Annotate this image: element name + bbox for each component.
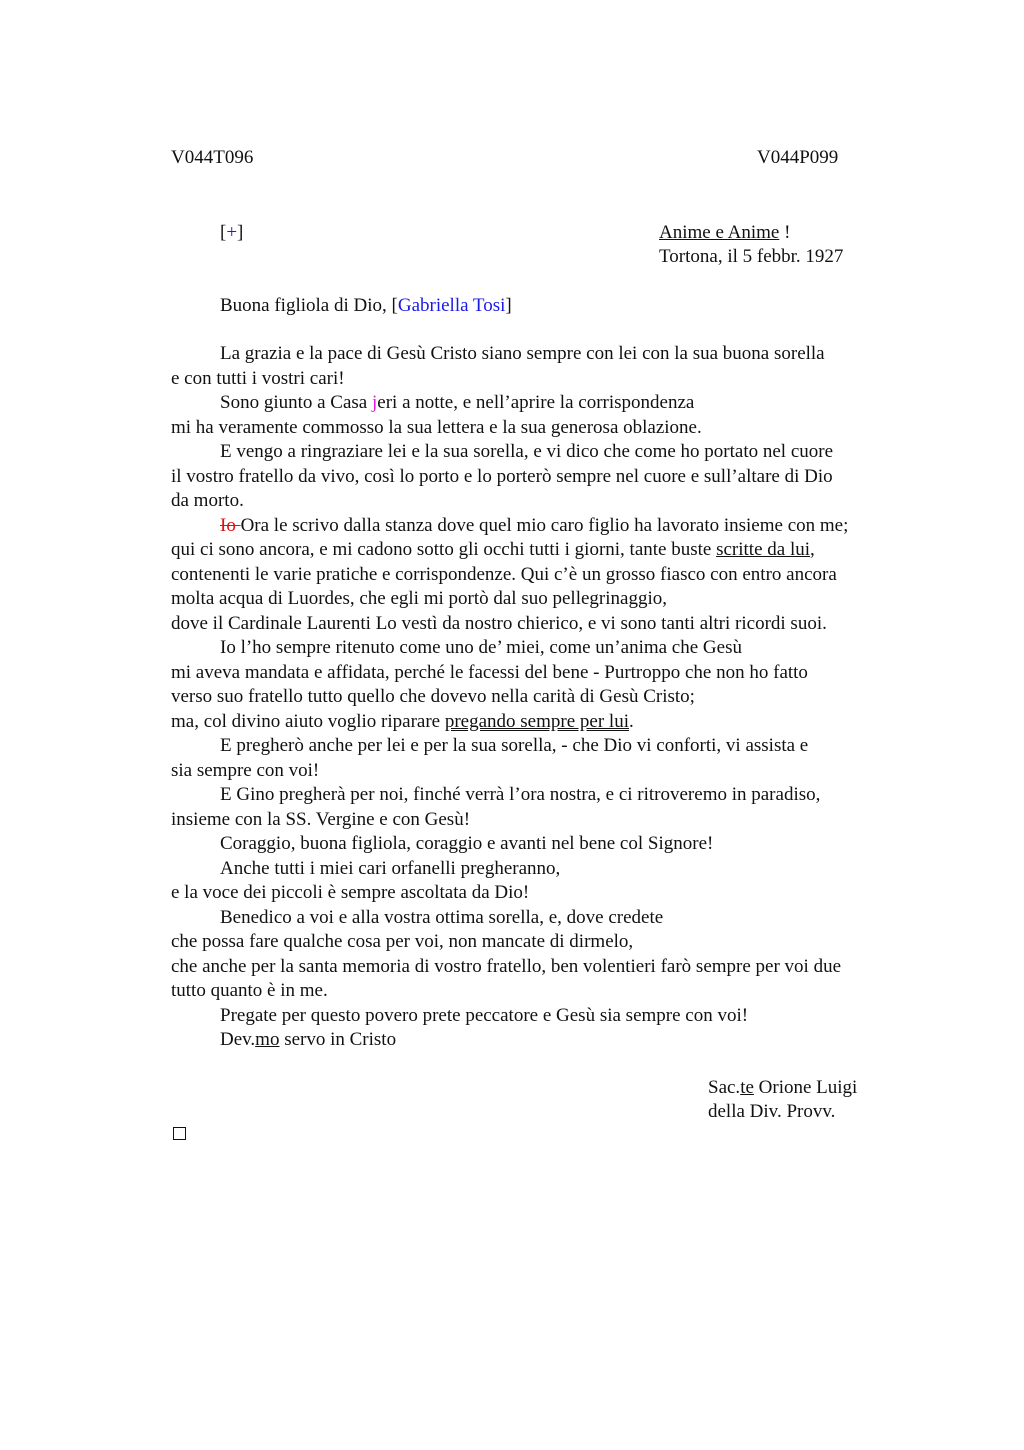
underlined-phrase: scritte da lui <box>716 539 811 560</box>
text-span: Sono giunto a Casa <box>220 392 372 413</box>
signature-title: della Div. Provv. <box>708 1101 836 1122</box>
body-line <box>220 514 848 539</box>
deleted-word: Io <box>220 514 241 536</box>
document-code-right: V044P099 <box>757 147 839 168</box>
motto-suffix: ! <box>779 222 791 243</box>
motto-text: Anime e Anime <box>659 222 780 243</box>
body-line <box>220 391 694 416</box>
body-line: dove il Cardinale Laurenti Lo vestì da nostro chierico, e vi sono tanti altri ricordi suoi. <box>171 612 827 634</box>
double-underlined-phrase: pregando sempre per lui <box>444 710 629 732</box>
body-line: E vengo a ringraziare lei e la sua sorella, e vi dico che come ho portato nel cuore <box>220 441 834 462</box>
cross-symbol: + <box>226 222 238 243</box>
letter-body <box>171 342 911 1052</box>
recipient-name: Gabriella Tosi <box>397 295 506 316</box>
body-line: Io l’ho sempre ritenuto come uno de’ miei, come un’anima che Gesù <box>220 637 742 658</box>
body-line: sia sempre con voi! <box>171 759 320 781</box>
body-line: E pregherò anche per lei e per la sua sorella, - che Dio vi conforti, vi assista e <box>220 735 809 756</box>
motto <box>659 221 790 246</box>
text-span: Ora le scrivo dalla stanza dove quel mio caro figlio ha lavorato insieme con me; <box>240 514 849 536</box>
body-line: verso suo fratello tutto quello che dovevo nella carità di Gesù Cristo; <box>171 686 695 707</box>
body-line <box>171 710 634 735</box>
bracket-close: ] <box>237 222 244 243</box>
body-line: che anche per la santa memoria di vostro fratello, ben volentieri farò sempre per voi due <box>171 955 842 977</box>
body-line: molta acqua di Luordes, che egli mi portò dal suo pellegrinaggio, <box>171 588 667 609</box>
body-line: Benedico a voi e alla vostra ottima sorella, e, dove credete <box>220 906 664 928</box>
body-line: Anche tutti i miei cari orfanelli pregheranno, <box>220 857 561 879</box>
body-line: insieme con la SS. Vergine e con Gesù! <box>171 808 471 830</box>
body-line: E Gino pregherà per noi, finché verrà l’ora nostra, e ci ritroveremo in paradiso, <box>220 784 821 805</box>
body-line: il vostro fratello da vivo, così lo porto e lo porterò sempre nel cuore e sull’altare di Dio <box>171 465 833 487</box>
text-span: Orione Luigi <box>753 1077 858 1098</box>
body-line: contenenti le varie pratiche e corrispondenze. Qui c’è un grosso fiasco con entro ancora <box>171 563 837 585</box>
text-span: Sac. <box>708 1077 741 1098</box>
closing-line <box>220 1028 396 1053</box>
body-line: da morto. <box>171 490 244 511</box>
salutation-close: ] <box>505 295 512 316</box>
body-line: mi aveva mandata e affidata, perché le facessi del bene - Purtroppo che non ho fatto <box>171 661 808 683</box>
text-span: qui ci sono ancora, e mi cadono sotto gli occhi tutti i giorni, tante buste <box>171 539 717 560</box>
body-line: Pregate per questo povero prete peccatore e Gesù sia sempre con voi! <box>220 1004 749 1026</box>
body-line <box>171 538 815 563</box>
text-span: Dev. <box>220 1029 256 1050</box>
body-line: e la voce dei piccoli è sempre ascoltata da Dio! <box>171 882 530 903</box>
text-span: eri a notte, e nell’aprire la corrispondenza <box>377 392 695 413</box>
text-span: , <box>810 539 815 560</box>
body-line: e con tutti i vostri cari! <box>171 367 345 389</box>
document-code-left: V044T096 <box>171 147 254 168</box>
body-line: La grazia e la pace di Gesù Cristo siano sempre con lei con la sua buona sorella <box>220 343 825 364</box>
text-span: . <box>628 710 634 732</box>
salutation <box>220 294 512 319</box>
body-line: mi ha veramente commosso la sua lettera e la sua generosa oblazione. <box>171 416 702 438</box>
text-span: servo in Cristo <box>279 1029 397 1050</box>
body-line: tutto quanto è in me. <box>171 980 328 1001</box>
bracket-open: [ <box>220 222 227 243</box>
cross-mark <box>220 221 243 246</box>
superscript-abbrev: te <box>740 1077 754 1098</box>
text-span: ma, col divino aiuto voglio riparare <box>171 710 445 732</box>
signature-name <box>708 1076 857 1101</box>
body-line: che possa fare qualche cosa per voi, non mancate di dirmelo, <box>171 931 634 952</box>
salutation-text: Buona figliola di Dio, [ <box>220 295 398 316</box>
superscript-abbrev: mo <box>255 1029 280 1050</box>
variant-letter: j <box>372 392 378 413</box>
place-date: Tortona, il 5 febbr. 1927 <box>659 246 844 267</box>
body-line: Coraggio, buona figliola, coraggio e avanti nel bene col Signore! <box>220 833 714 854</box>
end-square-icon <box>173 1127 186 1140</box>
